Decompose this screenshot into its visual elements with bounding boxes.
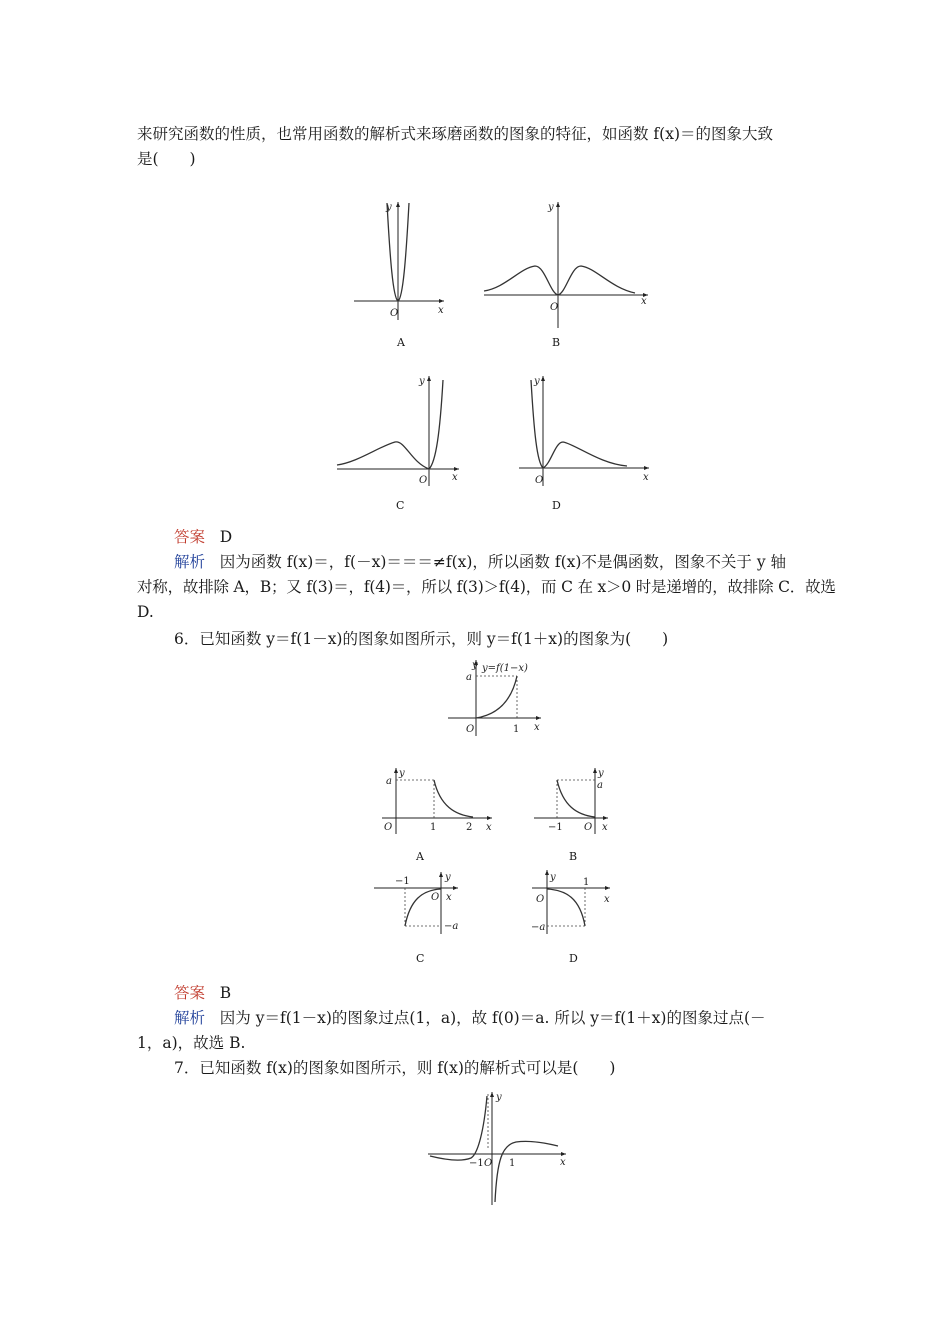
q5-answer-value: D xyxy=(219,528,233,546)
q6b-y: y xyxy=(598,768,604,779)
q6a-origin: O xyxy=(384,822,393,833)
q6a-t1: 1 xyxy=(430,822,437,833)
q5-analysis-3: D. xyxy=(137,603,154,621)
q5-analysis-label: 解析 xyxy=(174,553,206,571)
q5-graph-a xyxy=(350,198,450,323)
q6d-y: y xyxy=(550,872,556,883)
q6a-y: y xyxy=(399,768,405,779)
q6-main-x: x xyxy=(534,722,540,733)
q6-analysis-2: 1，a)，故选 B. xyxy=(137,1034,246,1052)
q5d-y: y xyxy=(534,376,540,387)
q5b-x: x xyxy=(641,296,647,307)
q5-analysis-text-1: 因为函数 f(x)＝，f(－x)＝＝＝≠f(x)，所以函数 f(x)不是偶函数，图象不关于 y 轴 xyxy=(219,553,787,571)
q6b-x: x xyxy=(602,822,608,833)
q6a-x: x xyxy=(486,822,492,833)
q6-analysis-1 xyxy=(174,1007,766,1029)
q6c-y: y xyxy=(445,872,451,883)
q6-main-one: 1 xyxy=(513,724,520,735)
q5-answer-label: 答案 xyxy=(174,528,206,546)
q5-answer xyxy=(174,526,232,548)
q7-y: y xyxy=(496,1092,502,1103)
q6-main-y: y xyxy=(472,660,478,671)
q5-graph-c xyxy=(333,372,463,490)
q5a-origin: O xyxy=(390,308,399,319)
q7-minus1: −1 xyxy=(469,1158,484,1169)
q6d-x: x xyxy=(604,894,610,905)
q6-main-a: a xyxy=(466,672,472,683)
q6-option-c xyxy=(372,870,464,936)
q5-caption-a: A xyxy=(397,336,405,349)
q6b-origin: O xyxy=(584,822,593,833)
q5a-y: y xyxy=(386,202,392,213)
q6d-t1: 1 xyxy=(583,877,590,888)
q6-analysis-text-1: 因为 y＝f(1－x)的图象过点(1，a)，故 f(0)＝a. 所以 y＝f(1＋x)的图象过点(－ xyxy=(219,1009,766,1027)
q5-analysis-1 xyxy=(174,551,786,573)
q5-graph-b xyxy=(480,198,655,333)
q6c-a: −a xyxy=(444,921,459,932)
q5c-y: y xyxy=(419,376,425,387)
q5b-y: y xyxy=(548,202,554,213)
q6b-a: a xyxy=(597,780,603,791)
q6-option-d xyxy=(530,868,616,936)
q5d-x: x xyxy=(643,472,649,483)
q6-answer-value: B xyxy=(219,984,232,1002)
q6c-x: x xyxy=(446,892,452,903)
q6a-t2: 2 xyxy=(466,822,473,833)
q6-answer xyxy=(174,982,231,1004)
q5-caption-c: C xyxy=(396,499,405,512)
intro-line-1: 来研究函数的性质，也常用函数的解析式来琢磨函数的图象的特征，如函数 f(x)＝的图象大致 xyxy=(137,125,774,143)
q6-option-a xyxy=(380,766,498,836)
q6b-t1: −1 xyxy=(548,822,563,833)
q6-main-curve-label: y=f(1−x) xyxy=(482,663,528,674)
q5c-origin: O xyxy=(419,475,428,486)
q5-caption-b: B xyxy=(552,336,561,349)
q6-caption-a: A xyxy=(416,850,424,863)
q6-main-graph xyxy=(446,658,546,738)
q6c-t1: −1 xyxy=(395,876,410,887)
q6c-origin: O xyxy=(431,892,440,903)
q7-question: 7．已知函数 f(x)的图象如图所示，则 f(x)的解析式可以是( ) xyxy=(174,1059,616,1077)
q6d-a: −a xyxy=(531,922,546,933)
q7-origin: O xyxy=(484,1158,493,1169)
q6d-origin: O xyxy=(536,894,545,905)
q5-analysis-2: 对称，故排除 A，B；又 f(3)＝，f(4)＝，所以 f(3)＞f(4)，而 C 在 x＞0 时是递增的，故排除 C．故选 xyxy=(137,578,836,596)
q6-caption-d: D xyxy=(569,952,578,965)
q5c-x: x xyxy=(452,472,458,483)
q7-one: 1 xyxy=(509,1158,516,1169)
q5a-x: x xyxy=(438,305,444,316)
q6-option-b xyxy=(532,766,614,836)
q7-graph xyxy=(426,1090,571,1208)
q5d-origin: O xyxy=(535,475,544,486)
q6-analysis-label: 解析 xyxy=(174,1009,206,1027)
q5-caption-d: D xyxy=(552,499,561,512)
q6-caption-c: C xyxy=(416,952,425,965)
q5-graph-d xyxy=(515,372,653,490)
q6a-a: a xyxy=(386,776,392,787)
q6-question: 6．已知函数 y＝f(1－x)的图象如图所示，则 y＝f(1＋x)的图象为( ) xyxy=(174,630,669,648)
q7-x: x xyxy=(560,1157,566,1168)
q6-caption-b: B xyxy=(569,850,578,863)
q6-main-origin: O xyxy=(466,724,475,735)
q5b-origin: O xyxy=(550,302,559,313)
intro-line-2: 是( ) xyxy=(137,150,196,168)
q6-answer-label: 答案 xyxy=(174,984,206,1002)
